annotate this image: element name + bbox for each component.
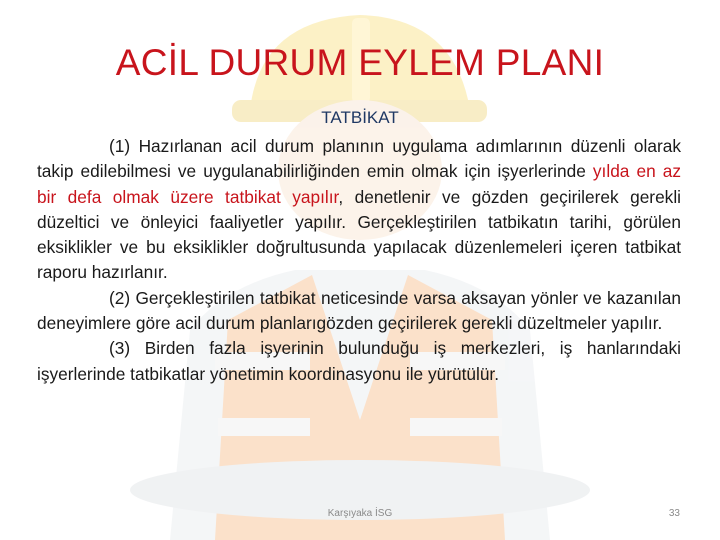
paragraph-2: (2) Gerçekleştirilen tatbikat neticesinde varsa aksayan yönler ve kazanılan deneyimlere göre acil durum planlarıgözden geçirilerek gerekli düzeltmeler yapılır. [37,287,681,334]
slide-subtitle: TATBİKAT [321,108,399,127]
page-number: 33 [668,508,680,519]
paragraph-3: (3) Birden fazla işyerinin bulunduğu iş merkezleri, iş hanlarındaki işyerlerinde tatbikatlar yönetimin koordinasyonu ile yürütülür. [37,338,681,384]
footer-label: Karşıyaka İSG [327,508,393,519]
slide-body [37,134,681,387]
paragraph-1-text-after: , denetlenir ve gözden geçirilerek gerekli düzeltici ve önleyici faaliyetler yapılır. Gerçekleştirilen tatbikatın tarihi, görülen eksiklikler ve bu eksiklikler doğrultusunda yapılacak düzenlemeleri içeren tatbikat raporu hazırlanır. [37,186,681,283]
paragraph-1 [37,134,681,286]
paragraph-1-highlight: yılda en az bir defa olmak üzere tatbikat yapılır [37,161,681,207]
slide-title: ACİL DURUM EYLEM PLANI [115,42,605,83]
paragraph-1-text-before: (1) Hazırlanan acil durum planının uygulama adımlarının düzenli olarak takip edilebilmesi ve uygulanabilirliğinden emin olmak için işyerlerinde [37,136,681,182]
